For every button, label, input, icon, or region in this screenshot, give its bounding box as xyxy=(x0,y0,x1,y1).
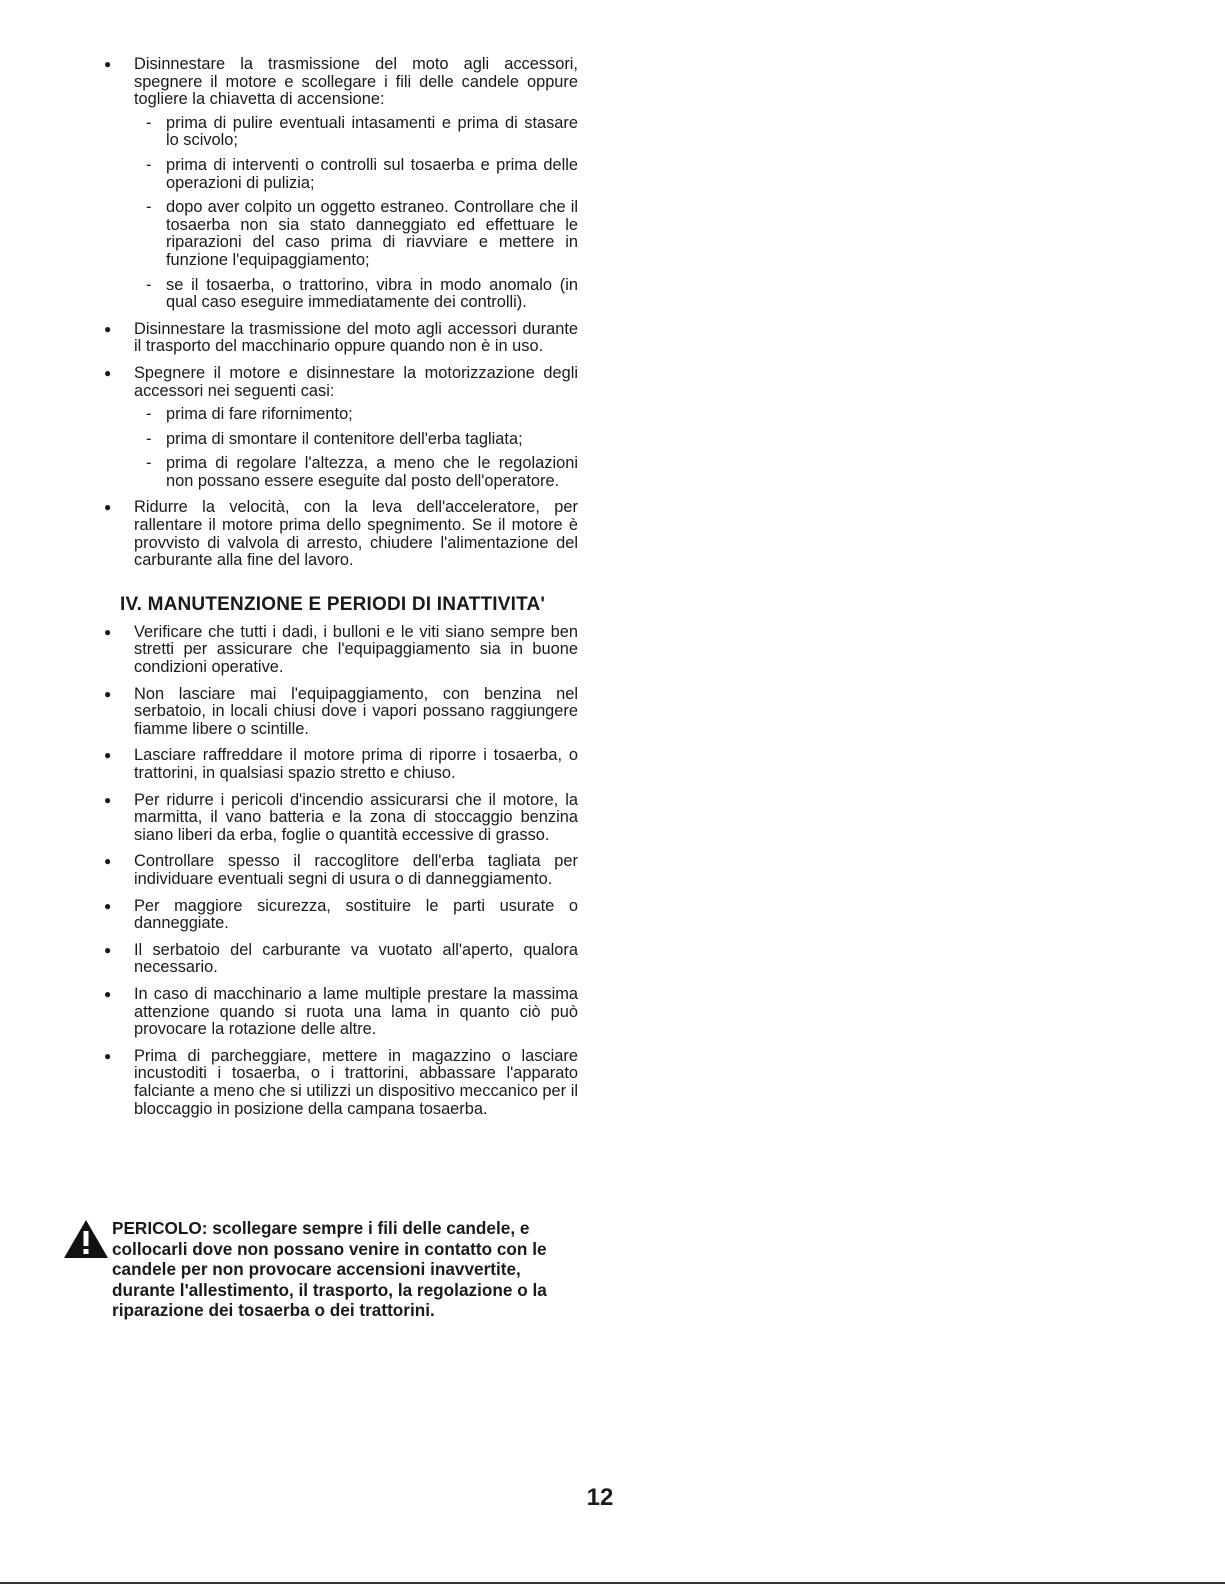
list-item-text: Verificare che tutti i dadi, i bulloni e le viti siano sempre ben stretti per assicurare che l'equipaggiamento sia in buone condizioni operative. xyxy=(134,622,578,677)
list-item xyxy=(94,321,578,356)
list-item xyxy=(94,942,578,977)
list-item-text: Ridurre la velocità, con la leva dell'acceleratore, per rallentare il motore prima dello spegnimento. Se il motore è provvisto di valvola di arresto, chiudere l'alimentazione del carburante alla fine del lavoro. xyxy=(134,498,578,570)
dash-list xyxy=(134,115,578,312)
bullet-icon: ● xyxy=(104,748,112,763)
dash-icon: - xyxy=(146,198,152,217)
sub-list-item-text: prima di fare rifornimento; xyxy=(166,405,353,424)
list-item xyxy=(94,624,578,677)
list-item xyxy=(94,686,578,739)
page-number: 12 xyxy=(586,1484,614,1511)
list-item-text: Spegnere il motore e disinnestare la motorizzazione degli accessori nei seguenti casi: xyxy=(134,363,578,400)
dash-icon: - xyxy=(146,113,152,132)
bullet-icon: ● xyxy=(104,986,112,1001)
bullet-list-1 xyxy=(94,56,578,570)
sub-list-item xyxy=(134,199,578,269)
list-item-text: Per maggiore sicurezza, sostituire le parti usurate o danneggiate. xyxy=(134,896,578,933)
dash-list xyxy=(134,406,578,490)
list-item xyxy=(94,747,578,782)
bullet-icon: ● xyxy=(104,500,112,515)
list-item-text: Non lasciare mai l'equipaggiamento, con benzina nel serbatoio, in locali chiusi dove i vapori possano raggiungere fiamme libere o scintille. xyxy=(134,684,578,738)
sub-list-item-text: se il tosaerba, o trattorino, vibra in modo anomalo (in qual caso eseguire immediatamente dei controlli). xyxy=(166,275,578,312)
sub-list-item-text: prima di pulire eventuali intasamenti e prima di stasare lo scivolo; xyxy=(166,113,578,150)
dash-icon: - xyxy=(146,429,152,448)
list-item-text: Disinnestare la trasmissione del moto agli accessori, spegnere il motore e scollegare i fili delle candele oppure togliere la chiavetta di accensione: xyxy=(134,55,578,109)
sub-list-item-text: prima di regolare l'altezza, a meno che le regolazioni non possano essere eseguite dal posto dell'operatore. xyxy=(166,454,578,490)
dash-icon: - xyxy=(146,405,152,424)
bullet-icon: ● xyxy=(104,792,112,807)
bullet-icon: ● xyxy=(104,686,112,701)
sub-list-item-text: prima di smontare il contenitore dell'erba tagliata; xyxy=(166,429,523,448)
list-item-text: Per ridurre i pericoli d'incendio assicurarsi che il motore, la marmitta, il vano batteria e la zona di stoccaggio benzina siano liberi da erba, foglie o quantità eccessive di grasso. xyxy=(134,790,578,844)
bullet-icon: ● xyxy=(104,57,112,71)
sub-list-item xyxy=(134,406,578,424)
sub-list-item-text: prima di interventi o controlli sul tosaerba e prima delle operazioni di pulizia; xyxy=(166,155,578,192)
list-item-text: In caso di macchinario a lame multiple prestare la massima attenzione quando si ruota una lama in quanto ciò può provocare la rotazione delle altre. xyxy=(134,984,578,1039)
list-item xyxy=(94,898,578,933)
text-column xyxy=(94,56,578,1127)
list-item xyxy=(94,56,578,312)
list-item xyxy=(94,365,578,491)
bullet-icon: ● xyxy=(104,321,112,336)
bullet-icon: ● xyxy=(104,898,112,913)
sub-list-item-text: dopo aver colpito un oggetto estraneo. Controllare che il tosaerba non sia stato danneggiato ed effettuare le riparazioni del caso prima di riavviare e mettere in funzione l'equipaggiamento; xyxy=(166,198,578,269)
warning-triangle-icon xyxy=(62,1218,110,1260)
bottom-rule xyxy=(0,1582,1225,1584)
bullet-icon: ● xyxy=(104,942,112,957)
list-item-text: Controllare spesso il raccoglitore dell'erba tagliata per individuare eventuali segni di usura o di danneggiamento. xyxy=(134,852,578,888)
danger-notice xyxy=(62,1218,582,1321)
bullet-icon: ● xyxy=(104,365,112,380)
list-item xyxy=(94,853,578,888)
list-item-text: Lasciare raffreddare il motore prima di riporre i tosaerba, o trattorini, in qualsiasi spazio stretto e chiuso. xyxy=(134,746,578,782)
sub-list-item xyxy=(134,277,578,312)
dash-icon: - xyxy=(146,454,152,473)
dash-icon: - xyxy=(146,275,152,294)
dash-icon: - xyxy=(146,155,152,174)
danger-text: PERICOLO: scollegare sempre i fili delle candele, e collocarli dove non possano venire in contatto con le candele per non provocare accensioni inavvertite, durante l'allestimento, il trasporto, la regolazione o la riparazione dei tosaerba o dei trattorini. xyxy=(112,1218,547,1321)
list-item-text: Il serbatoio del carburante va vuotato all'aperto, qualora necessario. xyxy=(134,940,578,977)
bullet-icon: ● xyxy=(104,854,112,869)
sub-list-item xyxy=(134,455,578,490)
list-item xyxy=(94,986,578,1039)
bullet-icon: ● xyxy=(104,1048,112,1063)
sub-list-item xyxy=(134,431,578,449)
list-item-text: Prima di parcheggiare, mettere in magazzino o lasciare incustoditi i tosaerba, o i trattorini, abbassare l'apparato falciante a meno che si utilizzi un dispositivo meccanico per il bloccaggio in posizione della campana tosaerba. xyxy=(134,1046,578,1118)
bullet-icon: ● xyxy=(104,624,112,639)
list-item xyxy=(94,499,578,569)
sub-list-item xyxy=(134,157,578,192)
sub-list-item xyxy=(134,115,578,150)
list-item xyxy=(94,1048,578,1118)
list-item-text: Disinnestare la trasmissione del moto agli accessori durante il trasporto del macchinario oppure quando non è in uso. xyxy=(134,319,578,356)
section-heading: IV. MANUTENZIONE E PERIODI DI INATTIVITA' xyxy=(120,593,546,615)
bullet-list-2 xyxy=(94,624,578,1118)
list-item xyxy=(94,792,578,845)
